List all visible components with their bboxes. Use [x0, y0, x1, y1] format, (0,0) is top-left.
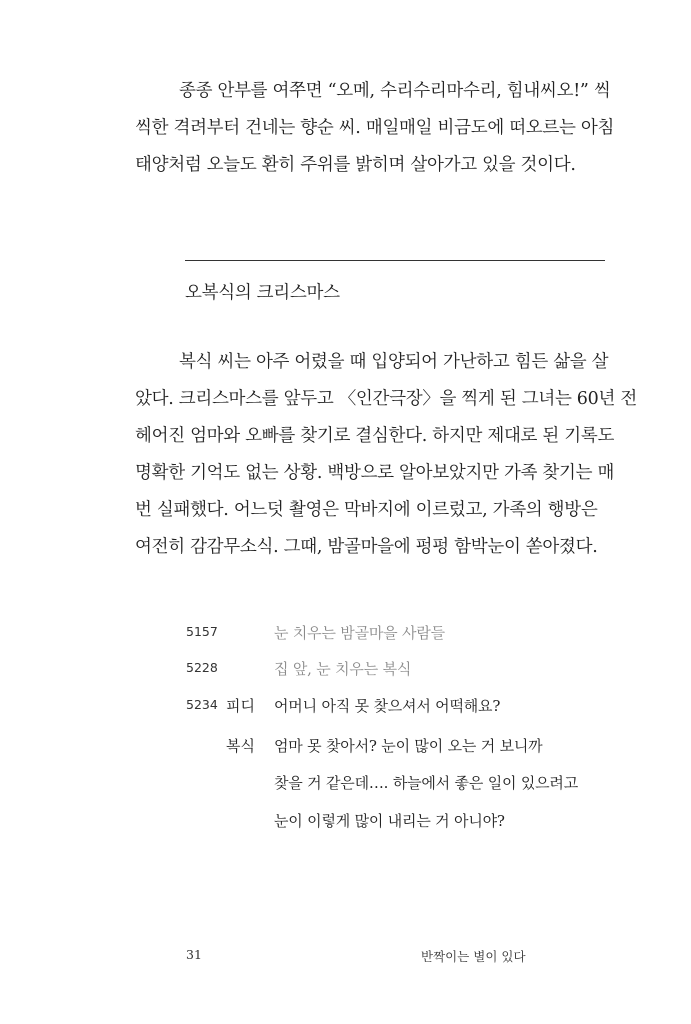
- script-text: 엄마 못 찾아서? 눈이 많이 오는 거 보니까: [274, 737, 543, 755]
- paragraph-2: [135, 344, 637, 566]
- paragraph-line: 았다. 크리스마스를 앞두고 〈인간극장〉을 찍게 된 그녀는 60년 전: [135, 389, 637, 409]
- paragraph-1: [135, 73, 615, 184]
- scene-number: 5234: [186, 697, 218, 712]
- paragraph-line: 여전히 감감무소식. 그때, 밤골마을에 펑펑 함박눈이 쏟아졌다.: [135, 537, 598, 557]
- script-text: 눈 치우는 밤골마을 사람들: [274, 624, 445, 642]
- paragraph-line: 명확한 기억도 없는 상황. 백방으로 알아보았지만 가족 찾기는 매: [135, 463, 615, 483]
- page-number: 31: [186, 947, 202, 962]
- script-text: 찾을 거 같은데…. 하늘에서 좋은 일이 있으려고: [274, 774, 578, 792]
- paragraph-line: 헤어진 엄마와 오빠를 찾기로 결심한다. 하지만 제대로 된 기록도: [135, 426, 615, 446]
- paragraph-line: 씩한 격려부터 건네는 향순 씨. 매일매일 비금도에 떠오르는 아침: [135, 118, 615, 138]
- section-divider: [185, 260, 605, 261]
- speaker-name: 복식: [226, 737, 255, 755]
- paragraph-line: 태양처럼 오늘도 환히 주위를 밝히며 살아가고 있을 것이다.: [135, 155, 576, 175]
- scene-number: 5157: [186, 624, 218, 639]
- book-title: 반짝이는 별이 있다: [421, 949, 526, 964]
- script-text: 눈이 이렇게 많이 내리는 거 아니야?: [274, 812, 505, 830]
- script-text: 어머니 아직 못 찾으셔서 어떡해요?: [274, 697, 501, 715]
- scene-number: 5228: [186, 660, 218, 675]
- paragraph-line: 종종 안부를 여쭈면 “오메, 수리수리마수리, 힘내씨오!” 씩: [179, 81, 611, 101]
- section-title: 오복식의 크리스마스: [185, 283, 340, 303]
- paragraph-line: 번 실패했다. 어느덧 촬영은 막바지에 이르렀고, 가족의 행방은: [135, 500, 598, 520]
- speaker-name: 피디: [226, 697, 255, 715]
- paragraph-line: 복식 씨는 아주 어렸을 때 입양되어 가난하고 힘든 삶을 살: [179, 352, 609, 372]
- script-text: 집 앞, 눈 치우는 복식: [274, 660, 412, 678]
